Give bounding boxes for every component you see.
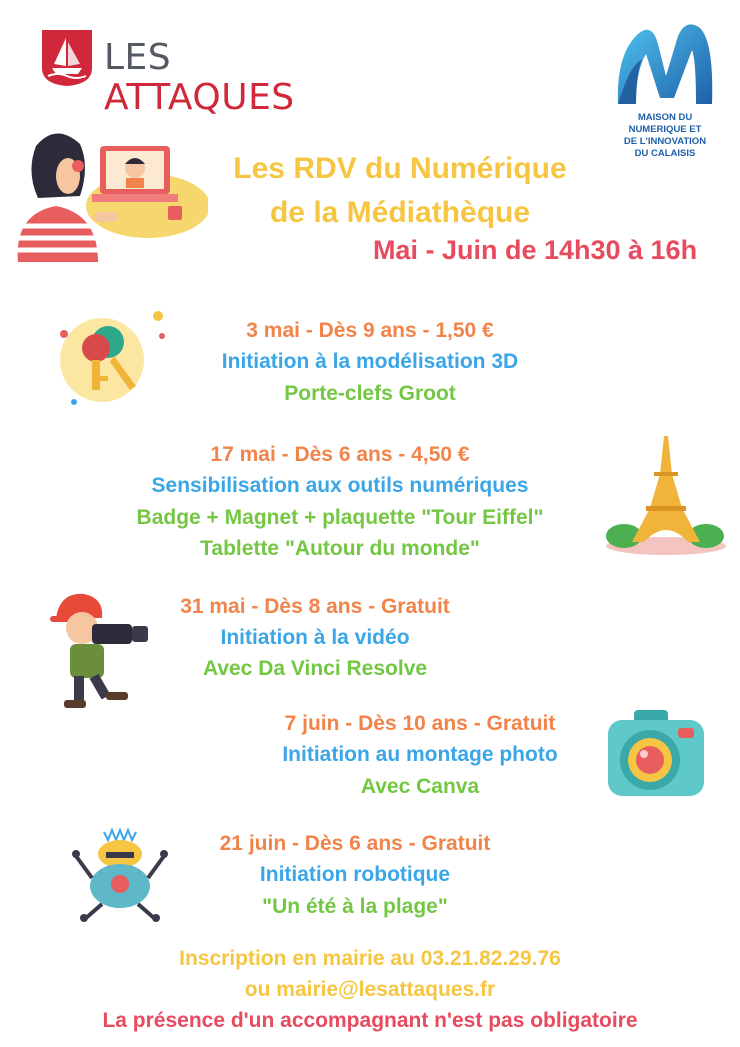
photo-camera-icon (604, 706, 708, 802)
event-4-detail: Avec Canva (360, 775, 480, 798)
partner-line: DE L'INNOVATION (623, 136, 707, 147)
town-shield-icon (40, 28, 94, 88)
registration-info: Inscription en mairie au 03.21.82.29.76 (179, 947, 561, 970)
eiffel-tower-illustration (604, 434, 728, 556)
partner-m-icon (612, 14, 718, 110)
town-logo (40, 28, 350, 118)
computer-girl-illustration (8, 126, 208, 262)
event-2-detail: Tablette "Autour du monde" (200, 537, 480, 560)
contact-email: ou mairie@lesattaques.fr (244, 978, 496, 1001)
event-2-detail: Badge + Magnet + plaquette "Tour Eiffel" (136, 506, 544, 529)
event-4-topic: Initiation au montage photo (282, 743, 558, 766)
accompaniment-note: La présence d'un accompagnant n'est pas obligatoire (102, 1009, 638, 1032)
town-name (104, 38, 350, 118)
event-5-topic: Initiation robotique (259, 863, 451, 886)
event-3-detail: Avec Da Vinci Resolve (202, 657, 428, 680)
partner-logo (606, 14, 724, 174)
event-3-topic: Initiation à la vidéo (220, 626, 410, 649)
partner-name (606, 112, 724, 160)
partner-line: MAISON DU (637, 112, 693, 123)
partner-line: DU CALAISIS (634, 148, 696, 159)
event-2-topic: Sensibilisation aux outils numériques (151, 474, 529, 497)
event-2-when: 17 mai - Dès 6 ans - 4,50 € (210, 443, 470, 466)
event-5-detail: "Un été à la plage" (262, 895, 448, 918)
event-1-detail: Porte-clefs Groot (284, 382, 456, 405)
page-title-line2: de la Médiathèque (269, 196, 531, 229)
event-5-when: 21 juin - Dès 6 ans - Gratuit (219, 832, 491, 855)
schedule-subtitle: Mai - Juin de 14h30 à 16h (372, 235, 698, 265)
event-3-when: 31 mai - Dès 8 ans - Gratuit (180, 595, 450, 618)
town-name-prefix: LES (104, 37, 172, 78)
event-1-topic: Initiation à la modélisation 3D (221, 350, 519, 373)
event-4-when: 7 juin - Dès 10 ans - Gratuit (284, 712, 556, 735)
partner-line: NUMERIQUE ET (628, 124, 702, 135)
page-title: Les RDV du Numérique (233, 152, 567, 185)
event-1-when: 3 mai - Dès 9 ans - 1,50 € (246, 319, 494, 342)
town-name-main: ATTAQUES (104, 77, 295, 118)
